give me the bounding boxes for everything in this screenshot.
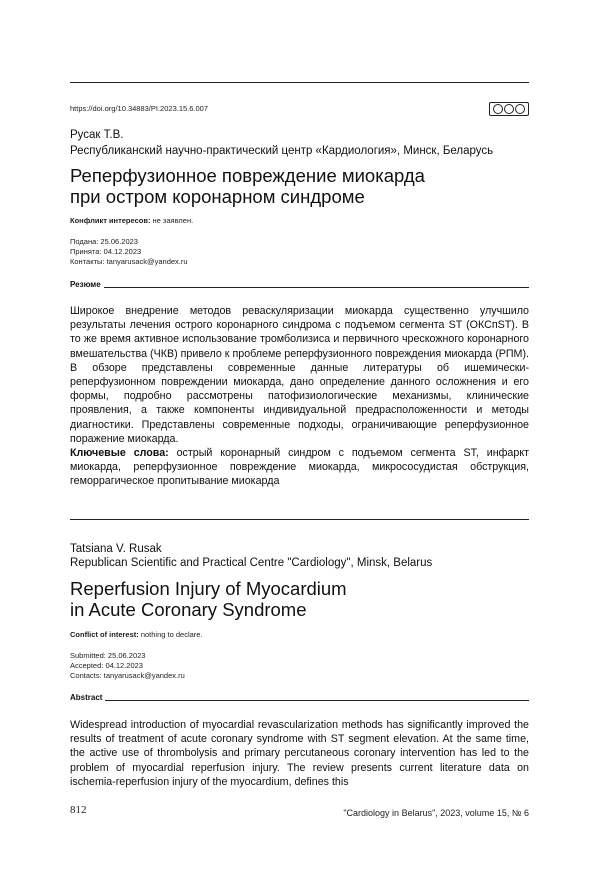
keywords-ru-label: Ключевые слова:: [70, 447, 169, 460]
keywords-ru: [70, 446, 529, 489]
title-en-line2: in Acute Coronary Syndrome: [70, 599, 307, 620]
conflict-en-value: nothing to declare.: [138, 630, 203, 639]
title-en: [70, 578, 347, 620]
conflict-en-label: Conflict of interest:: [70, 630, 139, 639]
nc-icon: [515, 104, 525, 114]
abstract-en-text: Widespread introduction of myocardial revascularization methods has significantly improved the results of treatment of acute coronary syndrome with ST segment elevation. At the same time, the active use of thrombolysis and primary percutaneous coronary intervention has led to the problem of myocardial reperfusion injury. The review presents current literature data on ischemia-reperfusion injury of the myocardium, defines this: [70, 719, 529, 788]
title-ru: [70, 165, 425, 207]
abstract-heading-en: [70, 693, 529, 702]
abstract-heading-ru-label: Резюме: [70, 280, 101, 289]
doi-link[interactable]: https://doi.org/10.34883/PI.2023.15.6.007: [70, 104, 209, 113]
conflict-ru: [70, 216, 193, 225]
submitted-ru: Подана: 25.06.2023: [70, 237, 138, 246]
abstract-ru: [70, 304, 529, 489]
accepted-ru: Принята: 04.12.2023: [70, 247, 142, 256]
abstract-ru-text: Широкое внедрение методов реваскуляризации миокарда существенно улучшило результаты лечения острого коронарного синдрома с подъемом сегмента ST (ОКСпST). В то же время активное использование тромболизиса и первичного чрескожного коронарного вмешательства (ЧКВ) привело к проблеме реперфузионного повреждения миокарда (РПМ). В обзоре представлены современные данные литературы об ишемически-реперфузионном повреждении миокарда, дано определение данного осложнения и его формы, подробно рассмотрены патофизиологические механизмы, клинические проявления, а также компоненты индивидуальной предрасположенности и методы диагностики. Представлены современные подходы, ограничивающие реперфузионное поражение миокарда.: [70, 305, 529, 445]
abstract-heading-ru: [70, 280, 529, 289]
title-ru-line2: при остром коронарном синдроме: [70, 186, 365, 207]
header-rule: [70, 82, 529, 83]
title-en-line1: Reperfusion Injury of Myocardium: [70, 578, 347, 599]
abstract-heading-en-rule: [105, 700, 529, 701]
author-en: Tatsiana V. Rusak: [70, 543, 162, 555]
accepted-en: Accepted: 04.12.2023: [70, 661, 143, 670]
author-ru: Русак Т.В.: [70, 129, 124, 141]
keywords-ru-text: острый коронарный синдром с подъемом сегмента ST, инфаркт миокарда, реперфузионное повреждение миокарда, микрососудистая обструкция, геморрагическое пропитывание миокарда: [70, 447, 530, 488]
title-ru-line1: Реперфузионное повреждение миокарда: [70, 165, 425, 186]
cc-by-nc-license-icon: [489, 102, 529, 116]
conflict-ru-value: не заявлен.: [150, 216, 194, 225]
contacts-ru: Контакты: tanyarusack@yandex.ru: [70, 257, 188, 266]
submitted-en: Submitted: 25.06.2023: [70, 651, 146, 660]
abstract-heading-en-label: Abstract: [70, 693, 103, 702]
section-divider: [70, 519, 529, 520]
affiliation-en: Republican Scientific and Practical Centre "Cardiology", Minsk, Belarus: [70, 557, 433, 569]
abstract-en: [70, 718, 529, 789]
affiliation-ru: Республиканский научно-практический центр «Кардиология», Минск, Беларусь: [70, 145, 494, 157]
page-number: 812: [70, 804, 87, 816]
cc-icon: [493, 104, 503, 114]
journal-citation: "Cardiology in Belarus", 2023, volume 15, № 6: [343, 808, 529, 818]
abstract-heading-ru-rule: [104, 287, 529, 288]
conflict-en: [70, 630, 203, 639]
by-icon: [504, 104, 514, 114]
conflict-ru-label: Конфликт интересов:: [70, 216, 151, 225]
contacts-en: Contacts: tanyarusack@yandex.ru: [70, 671, 185, 680]
